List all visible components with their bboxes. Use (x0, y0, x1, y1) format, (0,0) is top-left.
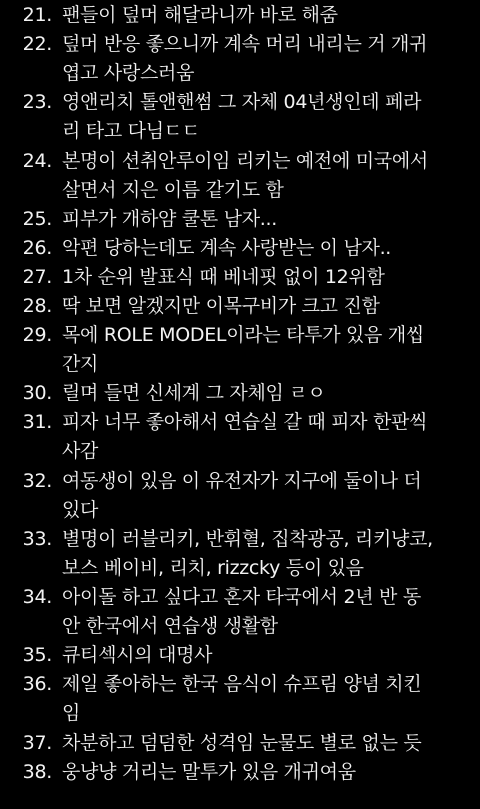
item-text-line: 딱 보면 알겠지만 이목구비가 크고 진함 (62, 295, 380, 317)
item-number: 35. (22, 644, 52, 667)
item-text-line: 안 한국에서 연습생 생활함 (62, 615, 278, 638)
item-text (62, 88, 480, 146)
item-text (62, 670, 480, 728)
item-text-line: 리 타고 다님ㄷㄷ (62, 120, 200, 143)
item-text (62, 263, 480, 292)
item-number: 32. (22, 469, 52, 492)
list-item (0, 1, 480, 30)
item-text (62, 379, 480, 408)
list-item (0, 234, 480, 263)
list-item (0, 88, 480, 146)
item-text-line: 피부가 개하얌 쿨톤 남자... (62, 207, 277, 230)
item-text (62, 147, 480, 205)
item-text-line: 큐티섹시의 대명사 (62, 644, 213, 667)
item-number: 37. (22, 731, 52, 754)
item-text-line: 엽고 사랑스러움 (62, 62, 195, 85)
item-text-line: 보스 베이비, 리치, rizzcky 등이 있음 (62, 556, 364, 579)
item-text-line: 살면서 지은 이름 같기도 함 (62, 178, 284, 201)
list-item (0, 670, 480, 728)
list-item (0, 379, 480, 408)
list-item (0, 758, 480, 787)
item-number: 26. (22, 236, 52, 259)
item-text-line: 피자 너무 좋아해서 연습실 갈 때 피자 한판씩 (62, 411, 428, 434)
item-text (62, 292, 480, 321)
item-text (62, 729, 480, 758)
item-number: 34. (22, 586, 52, 608)
item-text-line: 덮머 반응 좋으니까 계속 머리 내리는 거 개귀 (62, 33, 428, 56)
item-text (62, 641, 480, 670)
item-text-line: 목에 ROLE MODEL이라는 타투가 있음 개씹 (62, 324, 424, 347)
item-text (62, 467, 480, 525)
item-number: 29. (22, 324, 52, 347)
list-item (0, 408, 480, 466)
item-text (62, 30, 480, 88)
list-item (0, 321, 480, 379)
item-text (62, 234, 480, 263)
item-number: 30. (22, 382, 52, 405)
list-item (0, 292, 480, 321)
item-text (62, 758, 480, 787)
item-text-line: 영앤리치 톨앤핸썸 그 자체 04년생인데 페라 (62, 91, 422, 114)
item-text (62, 525, 480, 583)
item-text-line: 팬들이 덮머 해달라니까 바로 해줌 (62, 4, 338, 26)
item-text-line: 제일 좋아하는 한국 음식이 슈프림 양념 치킨 (62, 673, 422, 696)
item-text (62, 408, 480, 466)
list-item (0, 525, 480, 583)
item-text (62, 205, 480, 234)
item-number: 22. (22, 33, 52, 56)
item-text-line: 릴며 들면 신세계 그 자체임 ㄹㅇ (62, 382, 326, 405)
item-text (62, 321, 480, 379)
item-text-line: 1차 순위 발표식 때 베네핏 없이 12위함 (62, 265, 385, 288)
list-item (0, 30, 480, 88)
item-number: 27. (22, 265, 52, 288)
list-item (0, 205, 480, 234)
item-text-line: 본명이 션취안루이임 리키는 예전에 미국에서 (62, 149, 428, 172)
item-number: 31. (22, 411, 52, 434)
item-text-line: 아이돌 하고 싶다고 혼자 타국에서 2년 반 동 (62, 586, 421, 608)
item-text-line: 있다 (62, 498, 99, 521)
item-text-line: 별명이 러블리키, 반휘혈, 집착광공, 리키냥코, (62, 527, 433, 550)
list-item (0, 263, 480, 292)
item-number: 24. (22, 149, 52, 172)
item-text-line: 웅냥냥 거리는 말투가 있음 개귀여움 (62, 760, 356, 783)
item-text (62, 1, 480, 30)
list-item (0, 641, 480, 670)
item-text-line: 사감 (62, 440, 99, 463)
list-item (0, 147, 480, 205)
item-number: 21. (22, 4, 52, 26)
item-text-line: 여동생이 있음 이 유전자가 지구에 둘이나 더 (62, 469, 422, 492)
item-number: 36. (22, 673, 52, 696)
item-number: 28. (22, 295, 52, 317)
list-item (0, 583, 480, 641)
list-item (0, 729, 480, 758)
list-item (0, 467, 480, 525)
item-number: 33. (22, 527, 52, 550)
item-text-line: 차분하고 덤덤한 성격임 눈물도 별로 없는 듯 (62, 731, 422, 754)
item-text-line: 간지 (62, 353, 99, 376)
item-number: 25. (22, 207, 52, 230)
item-number: 38. (22, 760, 52, 783)
item-text-line: 악편 당하는데도 계속 사랑받는 이 남자.. (62, 236, 392, 259)
item-number: 23. (22, 91, 52, 114)
item-text (62, 583, 480, 641)
item-text-line: 임 (62, 702, 81, 725)
